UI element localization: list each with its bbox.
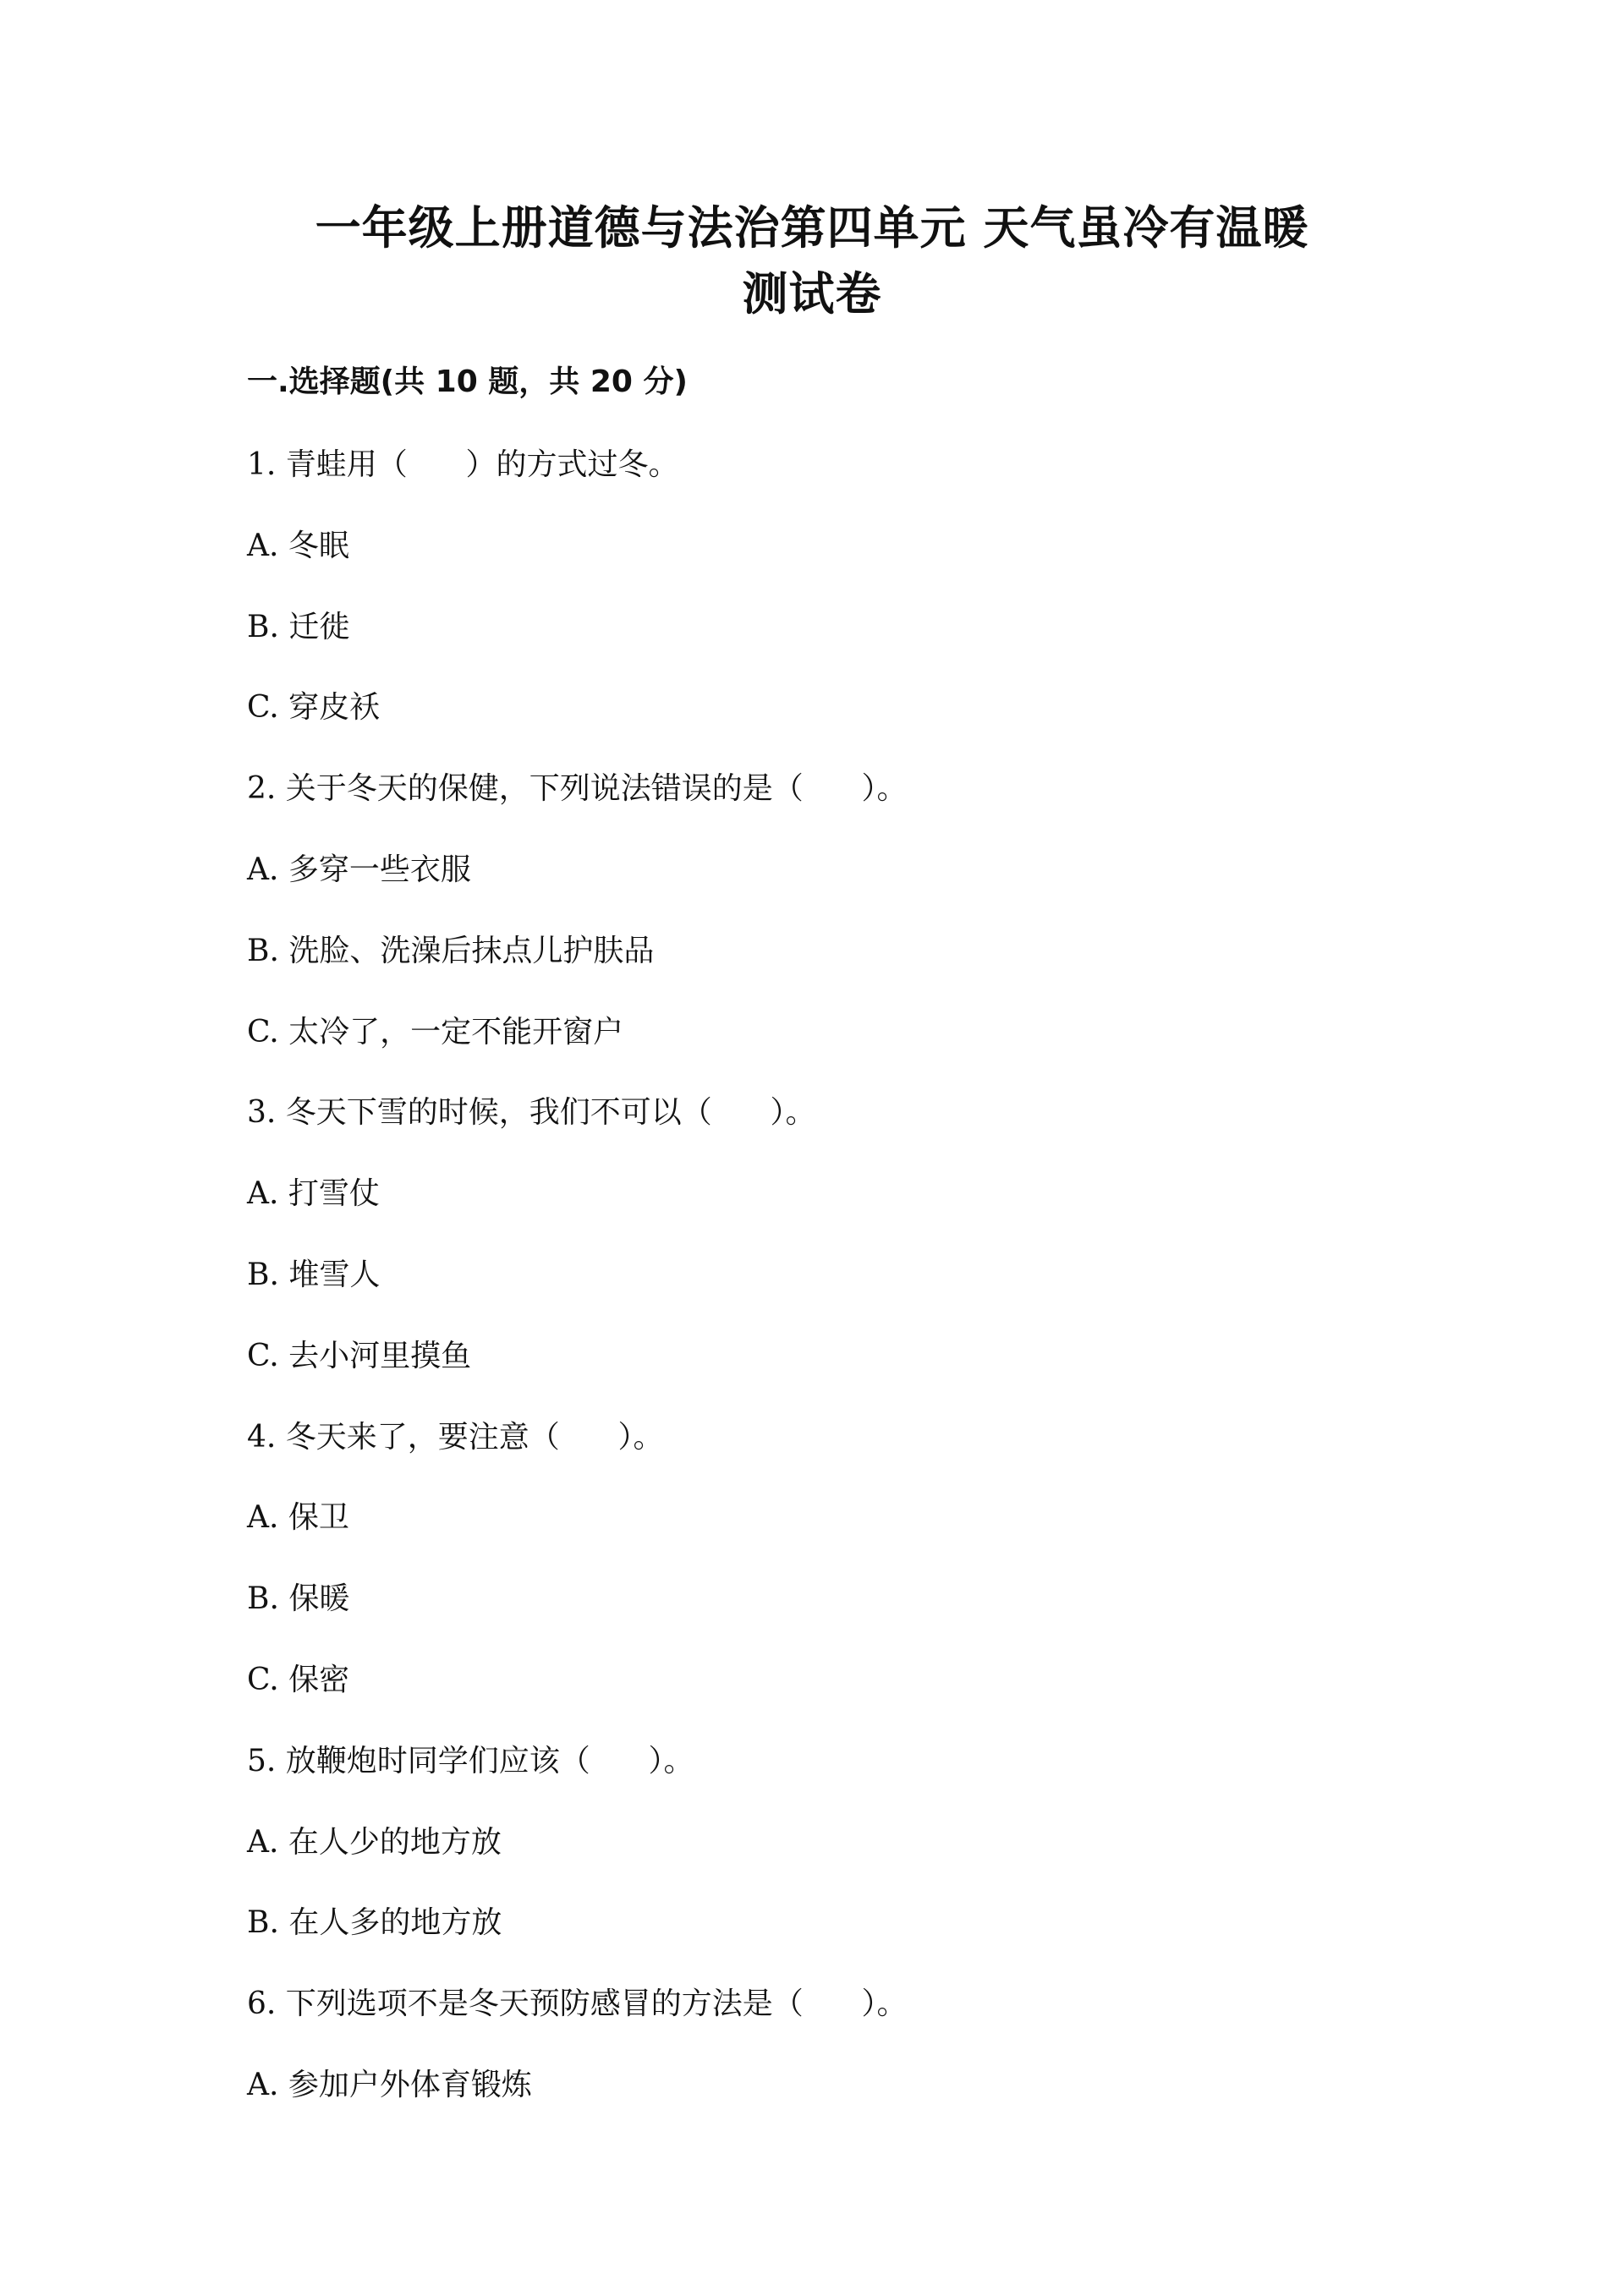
question-4: 4. 冬天来了，要注意（ ）。: [247, 1420, 664, 1455]
question-5: 5. 放鞭炮时同学们应该（ ）。: [247, 1744, 694, 1778]
question-3-option-a: A. 打雪仗: [247, 1176, 380, 1211]
question-1-option-b: B. 迁徙: [247, 610, 350, 644]
document-title-line-1: 一年级上册道德与法治第四单元 天气虽冷有温暖: [315, 201, 1309, 255]
question-1-option-a: A. 冬眠: [247, 529, 349, 563]
question-4-option-c: C. 保密: [247, 1663, 350, 1697]
question-2: 2. 关于冬天的保健，下列说法错误的是（ ）。: [247, 771, 908, 806]
question-5-option-b: B. 在人多的地方放: [247, 1905, 502, 1940]
question-1: 1. 青蛙用（ ）的方式过冬。: [247, 447, 679, 482]
document-title-line-2: 测试卷: [742, 267, 882, 321]
question-2-option-a: A. 多穿一些衣服: [247, 852, 471, 887]
question-1-option-c: C. 穿皮袄: [247, 690, 381, 725]
question-6-option-a: A. 参加户外体育锻炼: [247, 2068, 532, 2102]
question-4-option-a: A. 保卫: [247, 1500, 349, 1535]
question-3: 3. 冬天下雪的时候，我们不可以（ ）。: [247, 1095, 816, 1130]
question-2-option-b: B. 洗脸、洗澡后抹点儿护肤品: [247, 934, 655, 968]
question-3-option-c: C. 去小河里摸鱼: [247, 1339, 472, 1373]
section-heading: 一.选择题(共 10 题，共 20 分): [247, 364, 688, 399]
question-4-option-b: B. 保暖: [247, 1581, 350, 1616]
question-2-option-c: C. 太冷了，一定不能开窗户: [247, 1015, 624, 1049]
question-6: 6. 下列选项不是冬天预防感冒的方法是（ ）。: [247, 1986, 908, 2021]
question-3-option-b: B. 堆雪人: [247, 1258, 381, 1292]
question-5-option-a: A. 在人少的地方放: [247, 1825, 502, 1860]
